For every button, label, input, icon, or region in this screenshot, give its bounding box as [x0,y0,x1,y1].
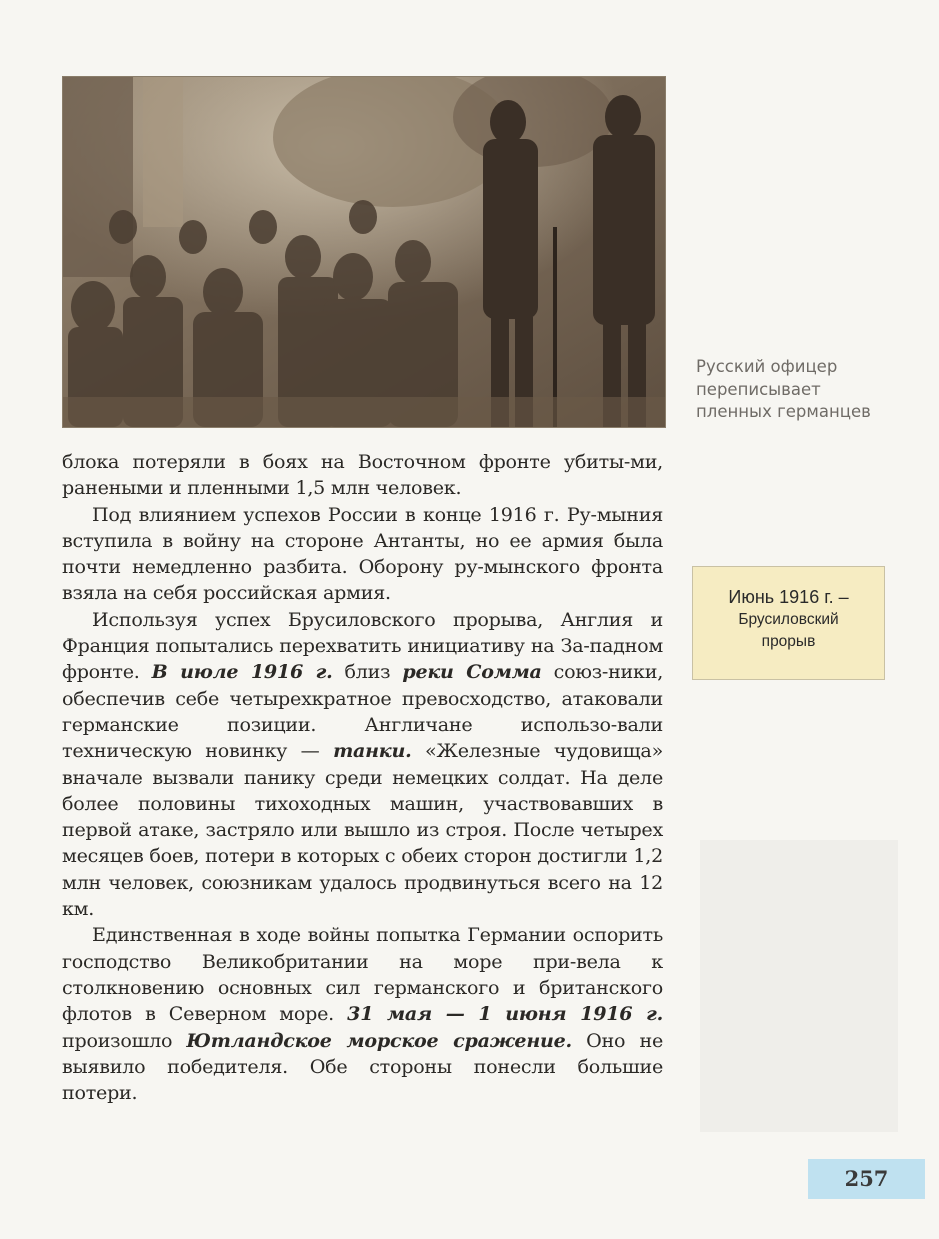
caption-line: Русский офицер [696,357,838,376]
margin-pale-block [700,840,898,1132]
emphasis: реки Сомма [402,660,542,684]
caption-line: пленных германцев [696,402,871,421]
paragraph-4 [62,922,663,1106]
page-number: 257 [808,1159,925,1199]
emphasis: танки. [333,739,412,763]
sidebox-event: прорыв [761,633,816,650]
photo-caption [696,356,926,424]
photo-officer-prisoners-icon [63,77,665,427]
date-sidebox [692,566,885,680]
paragraph-1: блока потеряли в боях на Восточном фронте убиты-ми, ранеными и пленными 1,5 млн человек. [62,450,663,500]
sidebox-event: Брусиловский [738,611,839,628]
sidebox-date: Июнь 1916 г. – [728,587,849,607]
caption-line: переписывает [696,379,821,399]
historical-photo [62,76,666,428]
text-run: Единственная в ходе войны попытка Германии оспорить господство Великобритании на море при-вела к столкновению основных сил германского и британского флотов в Северном море. [62,923,663,1026]
main-text [62,449,663,1106]
emphasis: 31 мая — 1 июня 1916 г. [347,1002,663,1026]
text-run: Оно не выявило победителя. Обе стороны понесли большие потери. [62,1028,663,1105]
text-run: союз-ники, обеспечив себе четырехкратное превосходство, атаковали германские позиции. Англичане использо-вали техническую новинку — [62,660,664,763]
paragraph-3 [62,607,663,923]
text-run: близ [332,660,403,684]
emphasis: Ютландское морское сражение. [186,1028,572,1052]
paragraph-2: Под влиянием успехов России в конце 1916 г. Ру-мыния вступила в войну на стороне Антанты, но ее армия была почти немедленно разбита. Оборону ру-мынского фронта взяла на себя российская армия. [62,502,663,605]
emphasis: В июле 1916 г. [151,660,333,684]
text-run: произошло [62,1028,187,1052]
text-run: «Железные чудовища» вначале вызвали панику среди немецких солдат. На деле более половины тихоходных машин, участвовавших в первой атаке, застряло или вышло из строя. После четырех месяцев боев, потери в которых с обеих сторон достигли 1,2 млн человек, союзникам удалось продвинуться всего на 12 км. [62,739,663,921]
text-run: Используя успех Брусиловского прорыва, Англия и Франция попытались перехватить инициативу на За-падном фронте. [62,607,663,684]
